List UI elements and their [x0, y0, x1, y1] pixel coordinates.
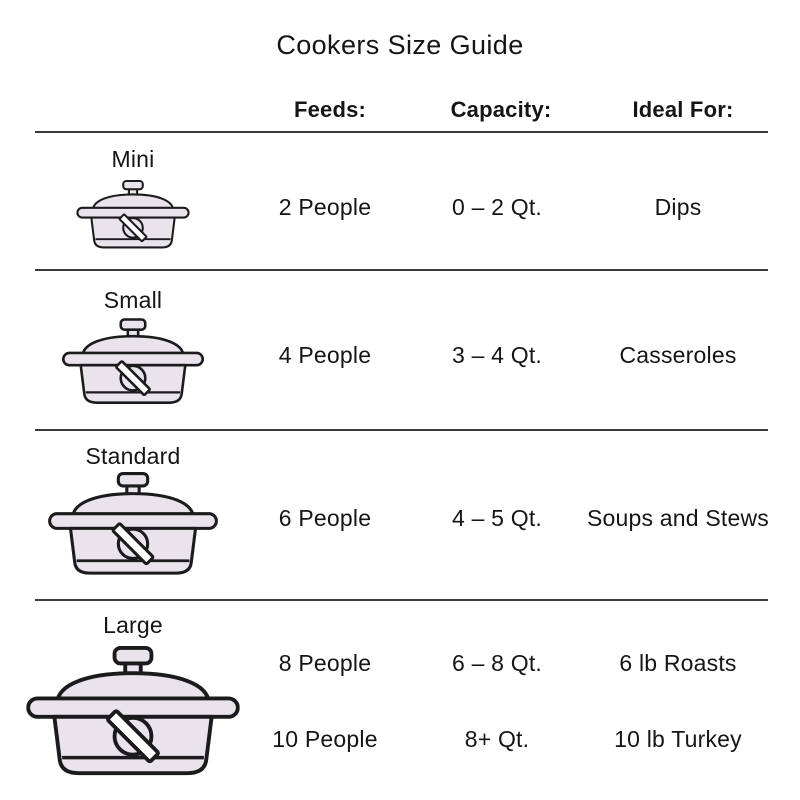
column-header-feeds: Feeds:	[293, 97, 367, 122]
capacity-value: 4 – 5 Qt.	[451, 505, 542, 531]
capacity-value: 8+ Qt.	[464, 726, 530, 752]
page-title: Cookers Size Guide	[276, 30, 524, 60]
feeds-value: 8 People	[278, 650, 372, 676]
column-header-capacity: Capacity:	[450, 97, 552, 122]
size-label-mini: Mini	[111, 146, 155, 172]
feeds-value: 6 People	[278, 505, 372, 531]
column-header-ideal: Ideal For:	[632, 97, 734, 122]
ideal-value: 10 lb Turkey	[614, 726, 742, 752]
row-divider	[35, 429, 768, 431]
row-divider	[35, 599, 768, 601]
feeds-value: 2 People	[278, 194, 372, 220]
size-label-small: Small	[103, 287, 163, 313]
cooker-pot-icon	[76, 180, 190, 250]
capacity-value: 3 – 4 Qt.	[451, 342, 542, 368]
ideal-value: Soups and Stews	[586, 505, 769, 531]
size-label-large: Large	[103, 612, 163, 638]
ideal-value: Dips	[654, 194, 702, 220]
capacity-value: 6 – 8 Qt.	[451, 650, 542, 676]
capacity-value: 0 – 2 Qt.	[451, 194, 542, 220]
ideal-value: Casseroles	[619, 342, 737, 368]
cooker-pot-icon	[62, 318, 204, 406]
row-divider	[35, 269, 768, 271]
row-divider	[35, 131, 768, 133]
cooker-pot-icon	[48, 472, 218, 577]
feeds-value: 10 People	[272, 726, 378, 752]
feeds-value: 4 People	[278, 342, 372, 368]
cooker-pot-icon	[26, 646, 240, 778]
size-label-standard: Standard	[85, 443, 181, 469]
ideal-value: 6 lb Roasts	[619, 650, 737, 676]
